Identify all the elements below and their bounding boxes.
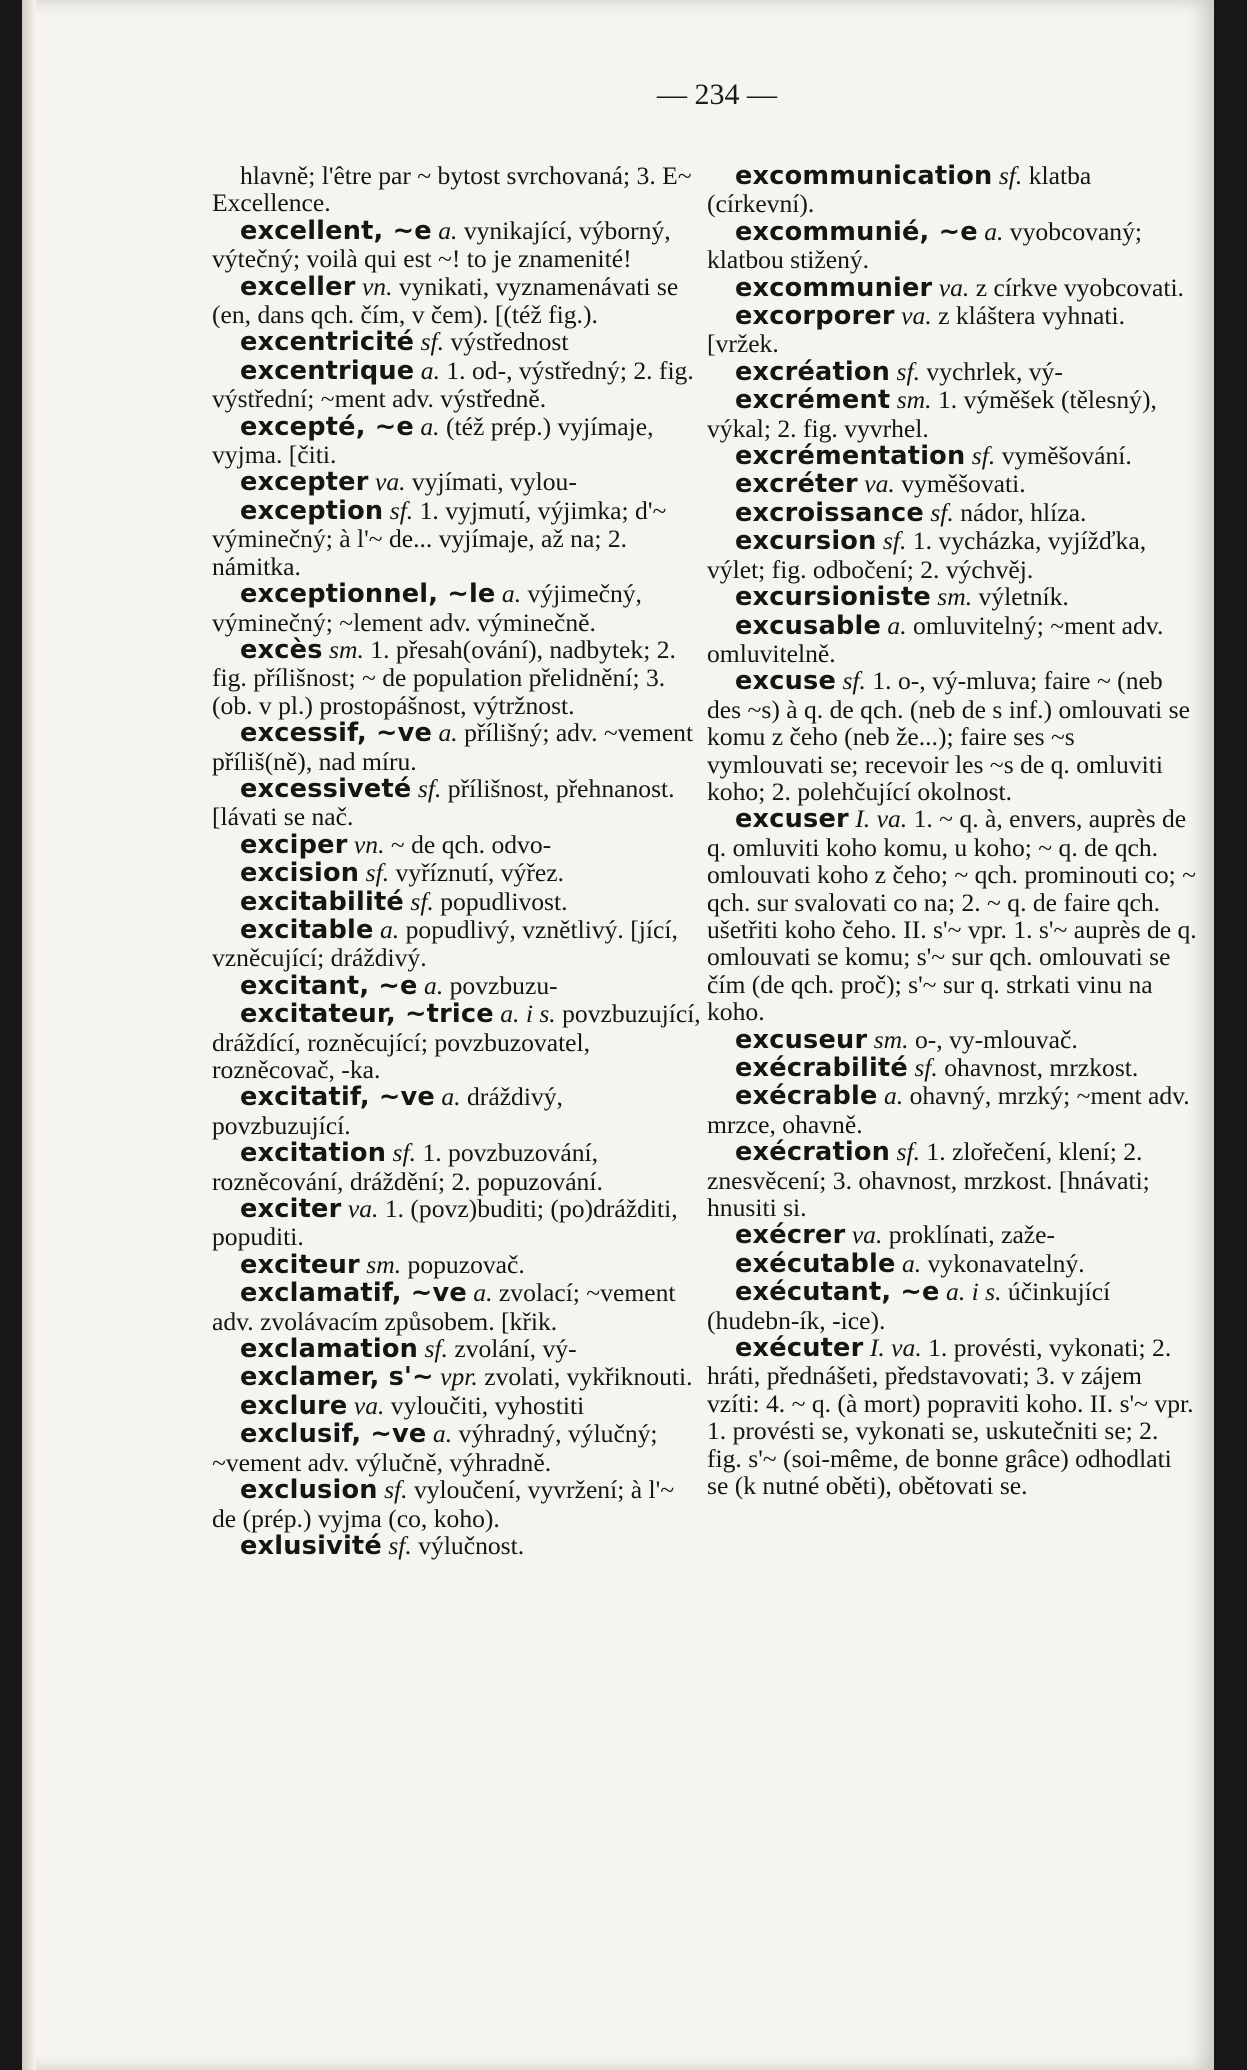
dictionary-entry [212, 1363, 702, 1391]
entry-grammar: vpr. [440, 1362, 478, 1392]
entry-grammar: a. [379, 914, 400, 944]
entry-headword: excursioniste [735, 582, 931, 613]
right-column [707, 162, 1197, 2052]
dictionary-entry [212, 636, 702, 719]
dictionary-entry [707, 386, 1197, 442]
entry-definition: výletník. [978, 582, 1069, 612]
entry-definition: 1. povzbuzování, rozněcování, dráždění; 2. popuzování. [212, 1138, 603, 1196]
entry-definition: omluvitelný; ~ment adv. omluvitelně. [707, 610, 1164, 668]
entry-headword: excusable [735, 610, 882, 641]
entry-grammar: a. [438, 215, 458, 245]
entry-grammar: sf. [384, 1475, 408, 1505]
entry-grammar: sf. [998, 162, 1023, 190]
entry-headword: excentrique [240, 355, 415, 386]
entry-grammar: sm. [896, 385, 932, 415]
entry-definition: 1. vyjmutí, výjimka; d'~ výminečný; à l'~ de... vyjímaje, až na; 2. námitka. [212, 495, 667, 581]
dictionary-entry [707, 1221, 1197, 1249]
entry-grammar: a. [887, 610, 907, 640]
entry-headword: excitateur, ~trice [240, 999, 494, 1030]
entry-grammar: va. [851, 1220, 883, 1250]
entry-grammar: a. [883, 1081, 904, 1111]
dictionary-entry [212, 217, 702, 273]
entry-definition: 1. (povz)buditi; (po)drážditi, popuditi. [212, 1194, 678, 1252]
entry-definition: zvolací; ~vement adv. zvolávacím způsobem. [křik. [212, 1278, 676, 1336]
dictionary-entry [707, 499, 1197, 527]
entry-definition: povzbuzující, dráždící, rozněcující; povzbuzovatel, rozněcovač, -ka. [212, 999, 701, 1084]
entry-grammar: va. [864, 469, 895, 499]
entry-grammar: a. i s. [500, 999, 556, 1029]
entry-headword: exclamation [240, 1334, 419, 1365]
entry-headword: excroissance [735, 497, 924, 528]
entry-grammar: sf. [930, 497, 954, 527]
entry-grammar: sf. [896, 356, 920, 386]
entry-grammar: sf. [365, 858, 390, 888]
entry-headword: excrément [735, 385, 891, 416]
dictionary-entry [707, 1278, 1197, 1334]
entry-headword: excision [240, 858, 360, 889]
entry-grammar: a. [473, 1278, 493, 1308]
entry-grammar: va. [347, 1194, 379, 1224]
entry-headword: exécrable [735, 1081, 878, 1112]
entry-definition: proklínati, zaže- [888, 1220, 1056, 1250]
dictionary-entry [707, 470, 1197, 498]
dictionary-entry [707, 218, 1197, 274]
entry-headword: exciteur [240, 1249, 360, 1280]
entry-definition: vyloučení, vyvržení; à l'~ de (prép.) vyjma (co, koho). [212, 1475, 675, 1533]
entry-headword: excitation [240, 1138, 387, 1169]
entry-definition: výstřednost [450, 327, 569, 357]
entry-grammar: sf. [420, 327, 445, 357]
entry-grammar: sm. [937, 582, 973, 612]
dictionary-entry [212, 357, 702, 413]
entry-headword: exécration [735, 1137, 891, 1168]
dictionary-entry [707, 274, 1197, 302]
entry-grammar: sf. [896, 1137, 920, 1167]
entry-definition: dráždivý, povzbuzující. [212, 1082, 563, 1140]
entry-headword: exclusif, ~ve [240, 1419, 427, 1450]
dictionary-entry [212, 1195, 702, 1251]
dictionary-entry [707, 162, 1197, 218]
entry-definition: vyjímati, vylou- [411, 467, 577, 497]
dictionary-entry [707, 1334, 1197, 1499]
entry-definition: výlučnost. [418, 1530, 525, 1560]
entry-headword: excessif, ~ve [240, 718, 433, 749]
dictionary-entry [707, 805, 1197, 1025]
entry-headword: excommunication [735, 162, 993, 191]
entry-definition: vyloučiti, vyhostiti [390, 1390, 585, 1420]
dictionary-entry [707, 1082, 1197, 1138]
entry-definition: 1. přesah(ování), nadbytek; 2. fig. přílišnost; ~ de population přelidnění; 3. (ob. v pl.) prostopášnost, výtržnost. [212, 634, 676, 720]
entry-definition: vychrlek, vý- [926, 356, 1063, 386]
entry-definition: 1. vycházka, vyjížďka, výlet; fig. odbočení; 2. výchvěj. [707, 526, 1147, 584]
dictionary-page [22, 0, 1214, 2070]
entry-headword: excursion [735, 526, 877, 557]
dictionary-entry [707, 583, 1197, 611]
dictionary-entry [707, 1054, 1197, 1082]
entry-headword: exclamatif, ~ve [240, 1278, 467, 1309]
entry-grammar: a. i s. [946, 1277, 1002, 1307]
entry-headword: excepté, ~e [240, 411, 414, 442]
entry-headword: excellent, ~e [240, 215, 432, 246]
dictionary-entry [212, 888, 702, 916]
dictionary-entry [212, 1251, 702, 1279]
entry-headword: excuseur [735, 1024, 868, 1055]
entry-grammar: sf. [410, 886, 434, 916]
dictionary-entry [212, 328, 702, 356]
entry-headword: excréation [735, 356, 891, 387]
entry-grammar: a. [901, 1248, 922, 1278]
entry-headword: excréter [735, 469, 858, 500]
dictionary-entry [707, 1138, 1197, 1221]
entry-definition: přílišný; adv. ~vement příliš(ně), nad míru. [212, 718, 694, 776]
entry-headword: exlusivité [240, 1530, 382, 1561]
page-binding-shadow [22, 0, 36, 2070]
entry-headword: excitabilité [240, 886, 404, 917]
dictionary-entry [212, 497, 702, 580]
entry-headword: exceptionnel, ~le [240, 579, 496, 610]
entry-headword: excitant, ~e [240, 970, 418, 1001]
entry-grammar: sf. [417, 773, 442, 803]
entry-grammar: I. va. [855, 804, 908, 834]
entry-headword: exécutant, ~e [735, 1277, 940, 1308]
entry-headword: exciter [240, 1194, 342, 1225]
entry-grammar: va. [901, 301, 932, 331]
entry-headword: exécutable [735, 1248, 896, 1279]
entry-grammar: sf. [424, 1334, 448, 1364]
entry-headword: excitable [240, 914, 374, 945]
entry-definition: výjimečný, výminečný; ~lement adv. výminečně. [212, 579, 642, 637]
entry-grammar: sf. [388, 1530, 412, 1560]
entry-definition: vyměšovati. [901, 469, 1026, 499]
dictionary-entry [707, 527, 1197, 583]
entry-definition: 1. zlořečení, klení; 2. znesvěcení; 3. ohavnost, mrzkost. [hnávati; hnusiti si. [707, 1137, 1150, 1223]
entry-grammar: sm. [366, 1249, 402, 1279]
entry-grammar: a. [424, 970, 444, 1000]
entry-grammar: sf. [971, 441, 996, 471]
entry-definition: z kláštera vyhnati. [vržek. [707, 301, 1126, 359]
dictionary-entry [212, 580, 702, 636]
entry-grammar: a. [438, 718, 458, 748]
entry-grammar: sf. [389, 495, 414, 525]
entry-definition: ohavný, mrzký; ~ment adv. mrzce, ohavně. [707, 1081, 1190, 1139]
entry-definition: vyříznutí, výřez. [395, 858, 564, 888]
entry-definition: zvolati, vykřiknouti. [484, 1362, 693, 1392]
entry-headword: exclusion [240, 1475, 378, 1506]
dictionary-entry [707, 442, 1197, 470]
entry-grammar: sm. [329, 634, 364, 664]
entry-definition: 1. výměšek (tělesný), výkal; 2. fig. vyvrhel. [707, 385, 1157, 443]
entry-definition: výhradný, výlučný; ~vement adv. výlučně, výhradně. [212, 1419, 658, 1477]
entry-grammar: sm. [873, 1024, 909, 1054]
entry-grammar: a. [420, 355, 440, 385]
dictionary-entry [212, 1083, 702, 1139]
dictionary-entry [707, 302, 1197, 358]
entry-headword: exclamer, s'~ [240, 1362, 434, 1393]
entry-headword: exécrer [735, 1220, 846, 1251]
entry-grammar: sf. [882, 526, 907, 556]
entry-grammar: a. [984, 216, 1004, 246]
entry-definition: 1. o-, vý-mluva; faire ~ (neb des ~s) à q. de qch. (neb de s inf.) omlouvati se komu z čeho (neb že...); faire ses ~s vymlouvati se; recevoir les ~s de q. omluviti koho; 2. polehčující okolnost. [707, 666, 1190, 806]
dictionary-entry [212, 859, 702, 887]
dictionary-entry [707, 612, 1197, 668]
entry-headword: excrémentation [735, 441, 966, 472]
entry-headword: exciper [240, 829, 348, 860]
entry-headword: excessiveté [240, 773, 412, 804]
entry-definition: popuzovač. [407, 1249, 525, 1279]
entry-headword: exclure [240, 1390, 348, 1421]
entry-headword: excès [240, 634, 323, 665]
dictionary-entry [212, 468, 702, 496]
entry-definition: 1. ~ q. à, envers, auprès de q. omluviti koho komu, u koho; ~ q. de qch. omlouvati koho z čeho; ~ qch. prominouti co; ~ qch. sur svalovati co na; 2. ~ q. de faire qch. ušetřiti koho čeho. II. s'~ vpr. 1. s'~ auprès de q. omlouvati se komu; s'~ sur qch. omlouvati se čím (de qch. proč); s'~ sur q. strkati vinu na koho. [707, 804, 1197, 1027]
dictionary-entry [707, 1026, 1197, 1054]
dictionary-entry [212, 1420, 702, 1476]
entry-definition: (též prép.) vyjímaje, vyjma. [čiti. [212, 411, 654, 470]
dictionary-entry [212, 413, 702, 469]
entry-definition: nádor, hlíza. [960, 497, 1087, 527]
dictionary-entry [212, 1139, 702, 1195]
entry-headword: excepter [240, 467, 369, 498]
entry-headword: excuser [735, 804, 849, 835]
dictionary-entry [212, 831, 702, 859]
entry-headword: excommunié, ~e [735, 216, 978, 247]
entry-headword: exceller [240, 271, 356, 302]
entry-definition: klatba (církevní). [707, 162, 1092, 219]
dictionary-entry [212, 972, 702, 1000]
entry-definition: ohavnost, mrzkost. [944, 1053, 1139, 1082]
entry-headword: exécuter [735, 1333, 864, 1364]
dictionary-entry [212, 273, 702, 329]
entry-grammar: va. [374, 467, 406, 497]
entry-headword: excuse [735, 666, 837, 697]
entry-definition: 1. provésti, vykonati; 2. hráti, přednášeti, představovati; 3. v zájem vzíti: 4. ~ q. (à mort) popraviti koho. II. s'~ vpr. 1. provésti se, vykonati se, uskutečniti se; 2. fig. s'~ (soi-même, de bonne grâce) odhodlati se (k nutné oběti), obětovati se. [707, 1333, 1194, 1501]
dictionary-entry [212, 1392, 702, 1420]
entry-grammar: a. [432, 1419, 453, 1449]
entry-definition: přílišnost, přehnanost. [lávati se nač. [212, 773, 675, 832]
entry-grammar: sf. [914, 1053, 938, 1082]
entry-definition: zvolání, vý- [454, 1334, 577, 1364]
entry-definition: povzbuzu- [449, 970, 558, 1000]
entry-grammar: sf. [392, 1138, 417, 1168]
entry-headword: exception [240, 495, 384, 526]
entry-definition: 1. od-, výstředný; 2. fig. výstřední; ~ment adv. výstředně. [212, 355, 694, 414]
entry-grammar: va. [938, 272, 970, 302]
entry-grammar: va. [353, 1390, 385, 1420]
entry-definition: z církve vyobcovati. [975, 272, 1184, 302]
entry-grammar: a. [441, 1082, 461, 1112]
entry-definition: popudlivý, vznětlivý. [jící, vzněcující; dráždivý. [212, 914, 678, 973]
dictionary-entry [707, 1250, 1197, 1278]
entry-definition: o-, vy-mlouvač. [914, 1024, 1078, 1054]
entry-definition: vykonavatelný. [927, 1248, 1085, 1278]
dictionary-entry [212, 1000, 702, 1083]
entry-definition: popudlivost. [440, 886, 568, 916]
entry-definition: vyobcovaný; klatbou stižený. [707, 216, 1143, 275]
entry-definition: vynikající, výborný, výtečný; voilà qui est ~! to je znamenité! [212, 215, 671, 274]
entry-definition: vynikati, vyznamenávati se (en, dans qch. čím, v čem). [(též fig.). [212, 271, 679, 330]
dictionary-entry [212, 1476, 702, 1532]
entry-definition: vyměšování. [1001, 441, 1132, 471]
dictionary-entry [212, 775, 702, 831]
dictionary-entry [212, 1335, 702, 1363]
entry-headword: excorporer [735, 301, 895, 332]
dictionary-entry [212, 1279, 702, 1335]
dictionary-entry [212, 916, 702, 972]
entry-definition: hlavně; l'être par ~ bytost svrchovaná; 3. E~ Excellence. [212, 162, 692, 218]
left-column [212, 162, 702, 2052]
dictionary-entry [212, 162, 702, 217]
entry-definition: ~ de qch. odvo- [390, 829, 552, 859]
dictionary-entry [212, 719, 702, 775]
entry-headword: excommunier [735, 272, 933, 303]
dictionary-entry [707, 358, 1197, 386]
entry-headword: excentricité [240, 327, 415, 358]
entry-grammar: vn. [361, 271, 393, 301]
dictionary-entry [212, 1532, 702, 1560]
page-number: — 234 — [657, 78, 777, 111]
entry-grammar: a. [501, 579, 522, 609]
entry-definition: účinkující (hudebn-ík, -ice). [707, 1277, 1111, 1335]
entry-headword: exécrabilité [735, 1053, 908, 1083]
entry-grammar: sf. [842, 666, 866, 696]
entry-grammar: a. [420, 411, 440, 441]
dictionary-entry [707, 667, 1197, 805]
entry-grammar: I. va. [869, 1333, 922, 1363]
entry-grammar: vn. [353, 829, 385, 859]
entry-headword: excitatif, ~ve [240, 1082, 435, 1113]
